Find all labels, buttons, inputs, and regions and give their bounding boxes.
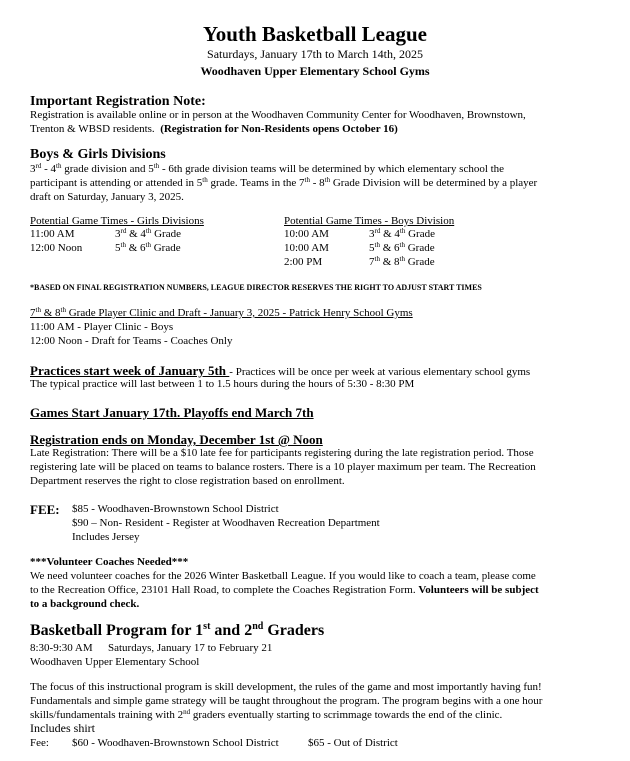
program-dates: Saturdays, January 17 to February 21 [108,642,273,654]
game-grade [115,242,181,255]
program-fee-nonresident: $65 - Out of District [308,737,398,749]
text: 7 [30,307,36,319]
sup: th [202,176,208,184]
text: graders eventually starting to scrimmage towards the end of the clinic. [190,709,503,721]
volunteer-text: to the Recreation Office, 23101 Hall Road, to complete the Coaches Registration Form. [30,584,419,596]
registration-note-line: Registration is available online or in person at the Woodhaven Community Center for Woodhaven, Brownstown, [30,109,526,121]
fee-label: FEE: [30,502,60,517]
game-grade [369,256,435,269]
sup: nd [183,708,191,716]
sup: nd [252,621,264,632]
late-registration-line: registering late will be placed on teams to balance rosters. There is a 10 player maximum per team. The Recreation [30,461,536,473]
sup: rd [374,227,381,235]
game-grade [115,228,181,241]
text: & 6 [125,242,146,254]
text: Grade [405,228,435,240]
sup: th [399,227,406,235]
page-title: Youth Basketball League [202,22,428,46]
divisions-line [30,177,537,190]
text: participant is attending or attended in 5 [30,177,203,189]
games-start-heading: Games Start January 17th. Playoffs end March 7th [30,405,314,420]
program-description-line [30,709,502,722]
text: Grade [150,242,181,254]
girls-game-times-heading: Potential Game Times - Girls Divisions [30,215,204,227]
text: 3 [30,163,36,175]
sup: th [145,241,151,249]
game-time: 2:00 PM [284,256,323,268]
sup: rd [35,162,42,170]
sup: th [374,255,380,263]
non-resident-note: (Registration for Non-Residents opens October 16) [160,123,398,135]
practices-line: The typical practice will last between 1 to 1.5 hours during the hours of 5:30 - 8:30 PM [30,378,415,390]
program-includes: Includes shirt [30,721,95,735]
sup: th [35,306,41,314]
game-time: 12:00 Noon [30,242,83,254]
volunteer-heading: ***Volunteer Coaches Needed*** [30,556,189,568]
clinic-heading [30,307,413,320]
late-registration-line: Department reserves the right to close registration based on enrollment. [30,475,345,487]
league-dates: Saturdays, January 17th to March 14th, 2025 [207,47,423,61]
program-location: Woodhaven Upper Elementary School [30,656,200,668]
text: - 4 [41,163,57,175]
text: & 4 [126,228,146,240]
game-time: 11:00 AM [30,228,75,240]
fee-line: Includes Jersey [72,531,140,543]
practices-heading: Practices start week of January 5th [30,363,230,378]
game-time: 10:00 AM [284,242,329,254]
text: Grade Player Clinic and Draft - January 3, 2025 - Patrick Henry School Gyms [65,307,413,319]
text: Graders [263,622,325,639]
divisions-line [30,163,504,176]
text: Grade [151,228,181,240]
text: 5 [369,242,375,254]
program-heading [30,621,324,640]
sup: th [120,241,126,249]
divisions-heading: Boys & Girls Divisions [30,147,166,162]
text: & 6 [379,242,400,254]
sup: rd [120,227,127,235]
text: & 8 [40,307,61,319]
clinic-line: 12:00 Noon - Draft for Teams - Coaches Only [30,335,233,347]
text: & 8 [379,256,400,268]
divisions-line: draft on Saturday, January 3, 2025. [30,191,184,203]
league-location: Woodhaven Upper Elementary School Gyms [200,64,430,78]
text: 7 [369,256,375,268]
sup: st [203,621,211,632]
program-fee-resident: $60 - Woodhaven-Brownstown School District [72,737,279,749]
text: and 2 [210,622,253,639]
program-description-line: Fundamentals and simple game strategy will be taught throughout the program. The program begins with a one hour [30,695,543,707]
text: - 6th grade division teams will be determined by which elementary school the [159,163,505,175]
game-grade [369,242,435,255]
text: Grade Division will be determined by a player [330,177,538,189]
volunteer-line: to a background check. [30,598,140,610]
text: grade. Teams in the 7 [207,177,305,189]
text: & 4 [380,228,400,240]
text: 3 [115,228,121,240]
text: Basketball Program for 1 [30,622,204,639]
sup: th [374,241,380,249]
practices-text: - Practices will be once per week at various elementary school gyms [229,366,531,378]
sup: th [145,227,152,235]
text: grade division and 5 [61,163,154,175]
text: Grade [404,242,435,254]
game-time: 10:00 AM [284,228,329,240]
late-registration-line: Late Registration: There will be a $10 late fee for participants registering during the late registration period. Those [30,447,534,459]
text: 3 [369,228,375,240]
volunteer-line: We need volunteer coaches for the 2026 Winter Basketball League. If you would like to coach a team, please come [30,570,536,582]
text: - 8 [309,177,325,189]
start-times-disclaimer: *BASED ON FINAL REGISTRATION NUMBERS, LEAGUE DIRECTOR RESERVES THE RIGHT TO ADJUST START TIMES [30,283,482,292]
sup: th [304,176,310,184]
sup: th [399,255,405,263]
boys-game-times-heading: Potential Game Times - Boys Division [284,215,455,227]
fee-line: $90 – Non- Resident - Register at Woodhaven Recreation Department [72,517,380,529]
program-fee-label: Fee: [30,737,49,749]
program-description-line: The focus of this instructional program is skill development, the rules of the game and most importantly having fun! [30,681,542,693]
sup: th [399,241,405,249]
program-time: 8:30-9:30 AM [30,642,93,654]
text: 5 [115,242,121,254]
registration-note-text: Trenton & WBSD residents. [30,123,155,135]
text: skills/fundamentals training with 2 [30,709,184,721]
sup: th [56,162,62,170]
sup: th [324,176,331,184]
registration-note-line [30,123,398,136]
volunteer-line [30,584,539,597]
sup: th [153,162,160,170]
registration-ends-heading: Registration ends on Monday, December 1st @ Noon [30,432,323,447]
game-grade [369,228,435,241]
sup: th [60,306,66,314]
fee-line: $85 - Woodhaven-Brownstown School District [72,503,279,515]
clinic-line: 11:00 AM - Player Clinic - Boys [30,321,174,333]
text: Grade [404,256,435,268]
background-check-note: Volunteers will be subject [418,584,539,596]
registration-note-heading: Important Registration Note: [30,94,206,109]
